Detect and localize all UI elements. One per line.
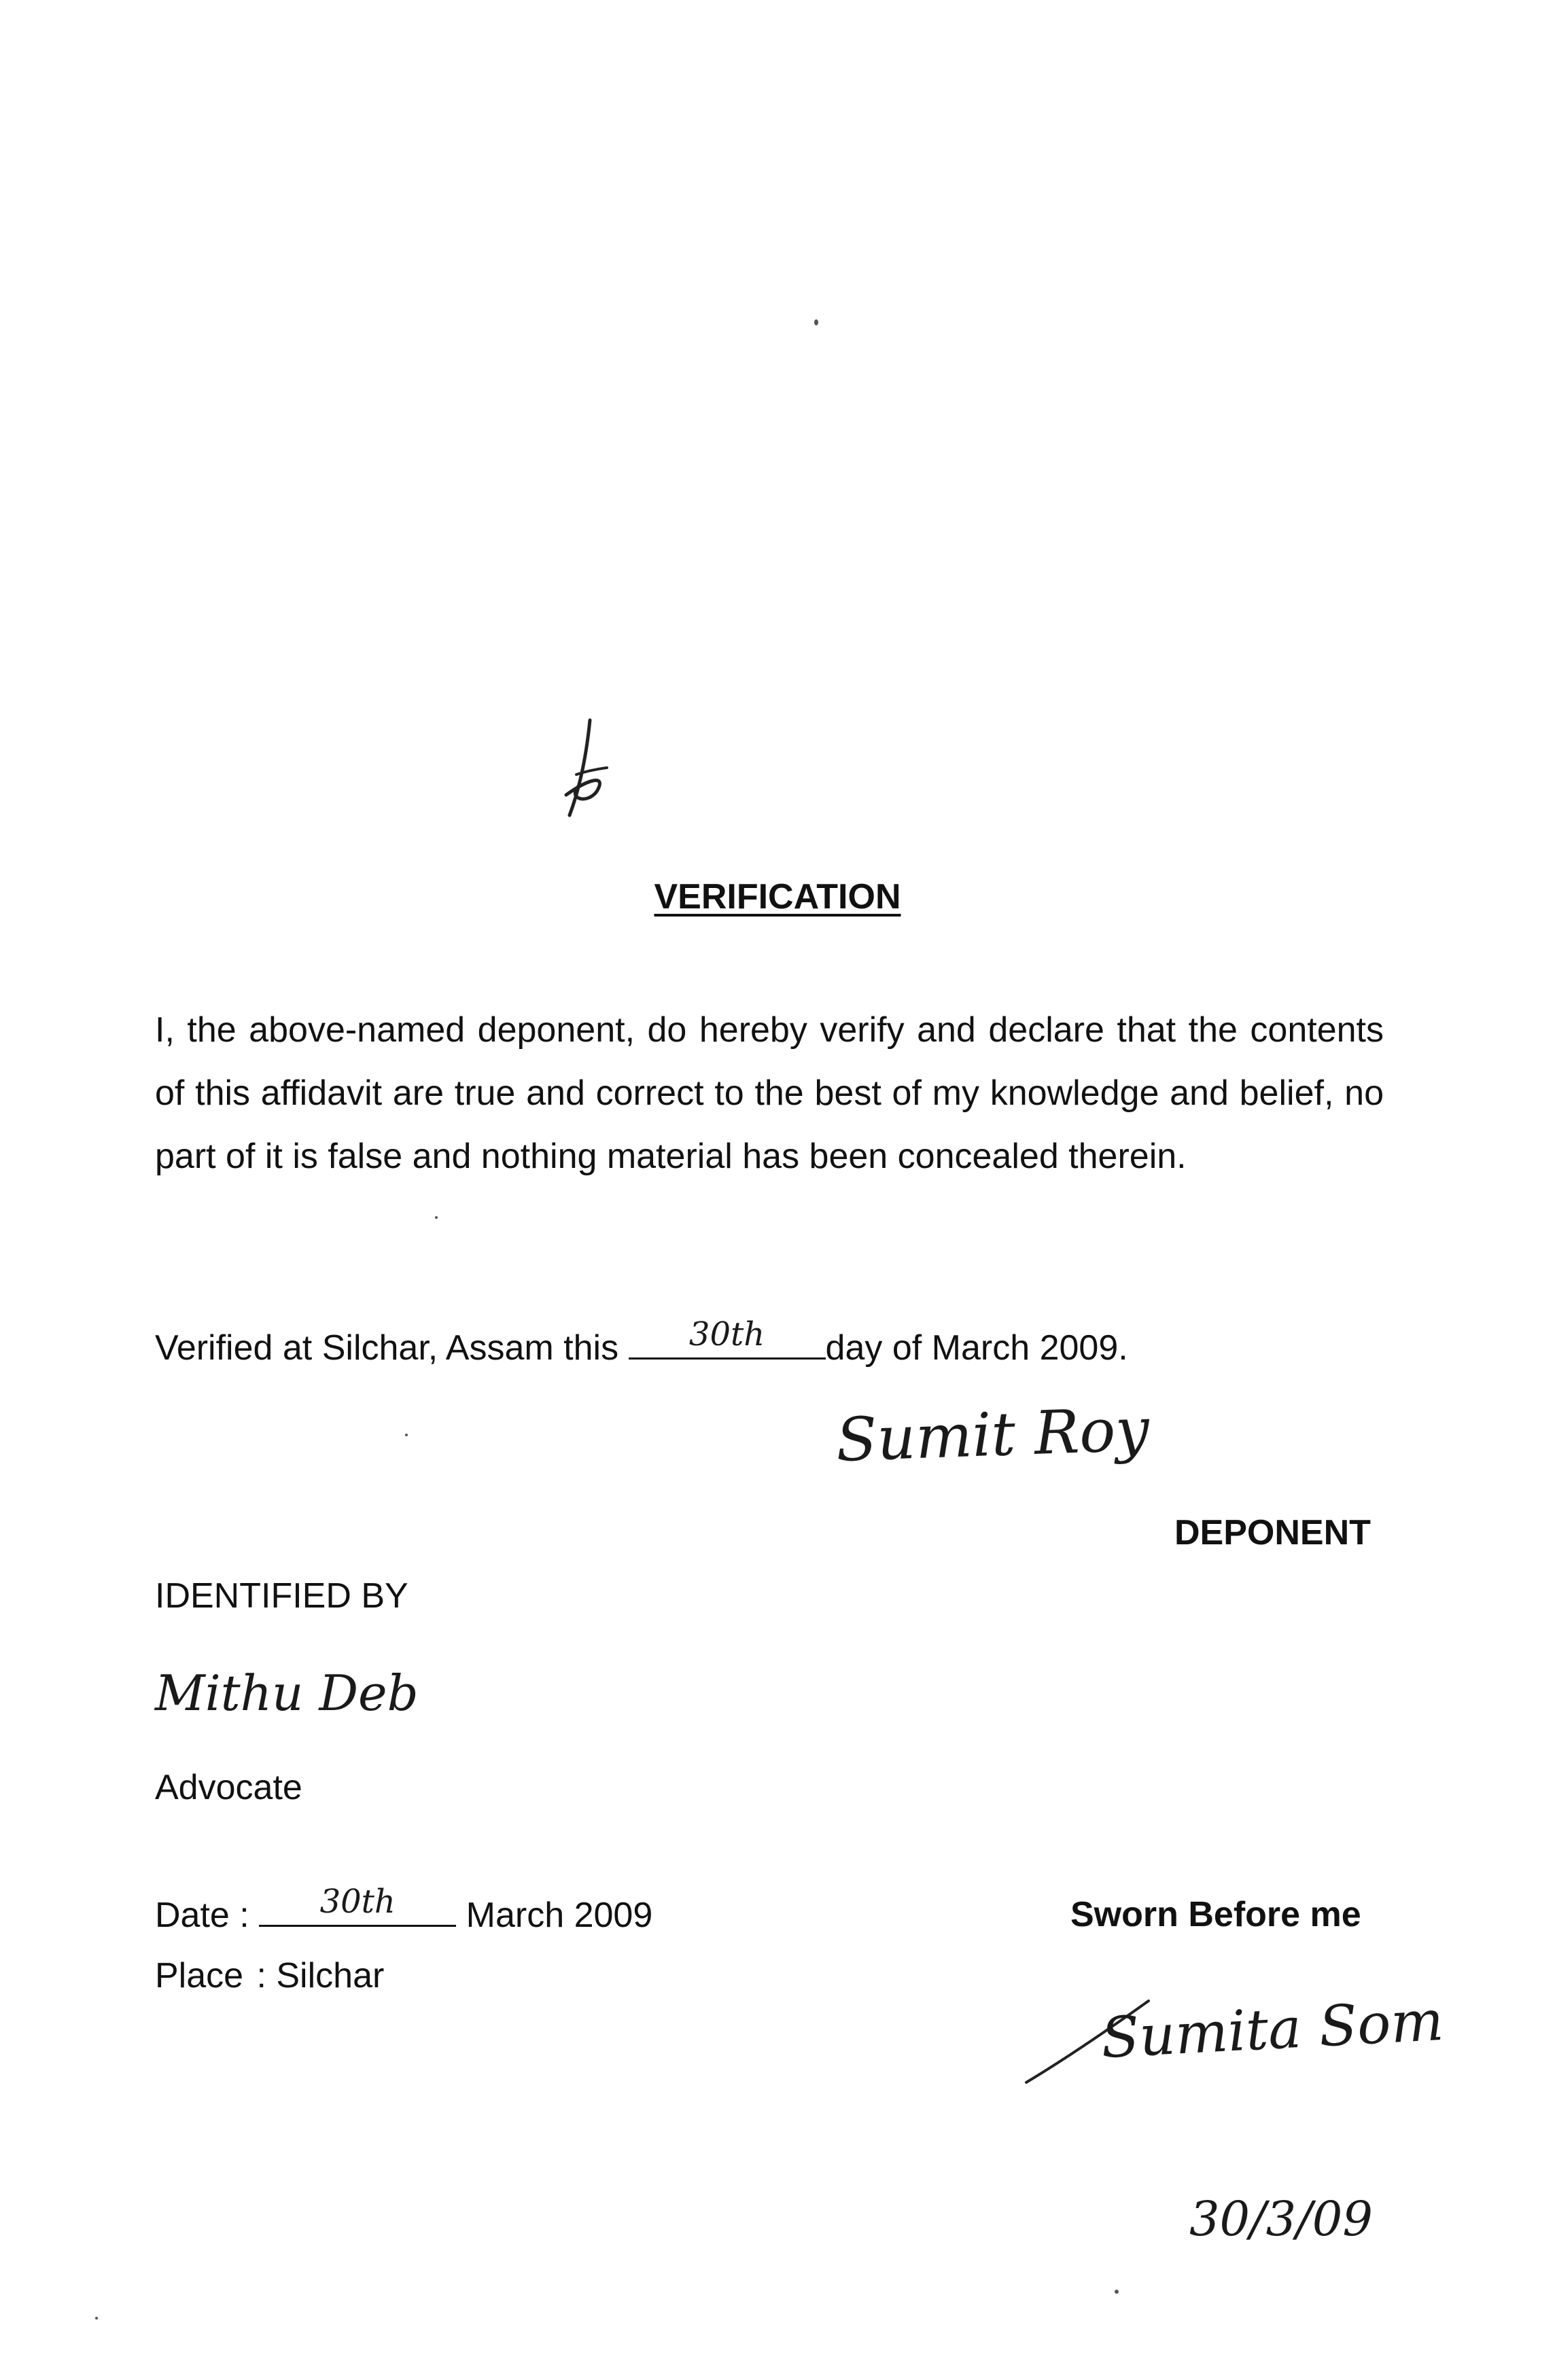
date-line — [155, 1883, 653, 1936]
oath-date-handwritten: 30/3/09 — [1189, 2191, 1373, 2247]
speck — [435, 1216, 438, 1219]
identified-by-label: IDENTIFIED BY — [155, 1576, 408, 1616]
oath-signature: Sumita Som — [1099, 1988, 1446, 2072]
deponent-label: DEPONENT — [1174, 1513, 1371, 1552]
day-blank — [629, 1315, 826, 1360]
date-handwritten: 30th — [319, 1883, 396, 1921]
verification-paragraph: I, the above-named deponent, do hereby verify and declare that the contents of this affidavit are true and correct to the best of my knowledge and belief, no part of it is false and nothing material has been concealed therein. — [155, 1010, 1384, 1176]
date-suffix: March 2009 — [466, 1896, 653, 1935]
advocate-signature: Mithu Deb — [155, 1665, 419, 1722]
verified-prefix: Verified at Silchar, Assam this — [155, 1328, 619, 1368]
place-value: Silchar — [276, 1956, 385, 1995]
speck — [405, 1434, 408, 1436]
place-label: Place — [155, 1956, 244, 1995]
page-title — [0, 876, 1555, 917]
speck — [95, 2317, 98, 2320]
sworn-label: Sworn Before me — [1070, 1895, 1361, 1934]
title-text: VERIFICATION — [654, 877, 901, 917]
place-line — [155, 1955, 384, 1997]
deponent-signature: Sumit Roy — [835, 1393, 1151, 1476]
initial-mark — [549, 713, 624, 822]
date-blank — [259, 1883, 456, 1927]
verified-day-handwritten: 30th — [688, 1315, 765, 1354]
advocate-label: Advocate — [155, 1768, 302, 1807]
speck — [814, 319, 818, 325]
verified-line — [155, 1315, 1128, 1369]
date-colon: : — [239, 1896, 249, 1935]
date-label: Date — [155, 1896, 230, 1935]
place-colon: : — [256, 1956, 266, 1995]
verified-suffix: day of March 2009. — [825, 1328, 1128, 1368]
speck — [1115, 2290, 1119, 2294]
